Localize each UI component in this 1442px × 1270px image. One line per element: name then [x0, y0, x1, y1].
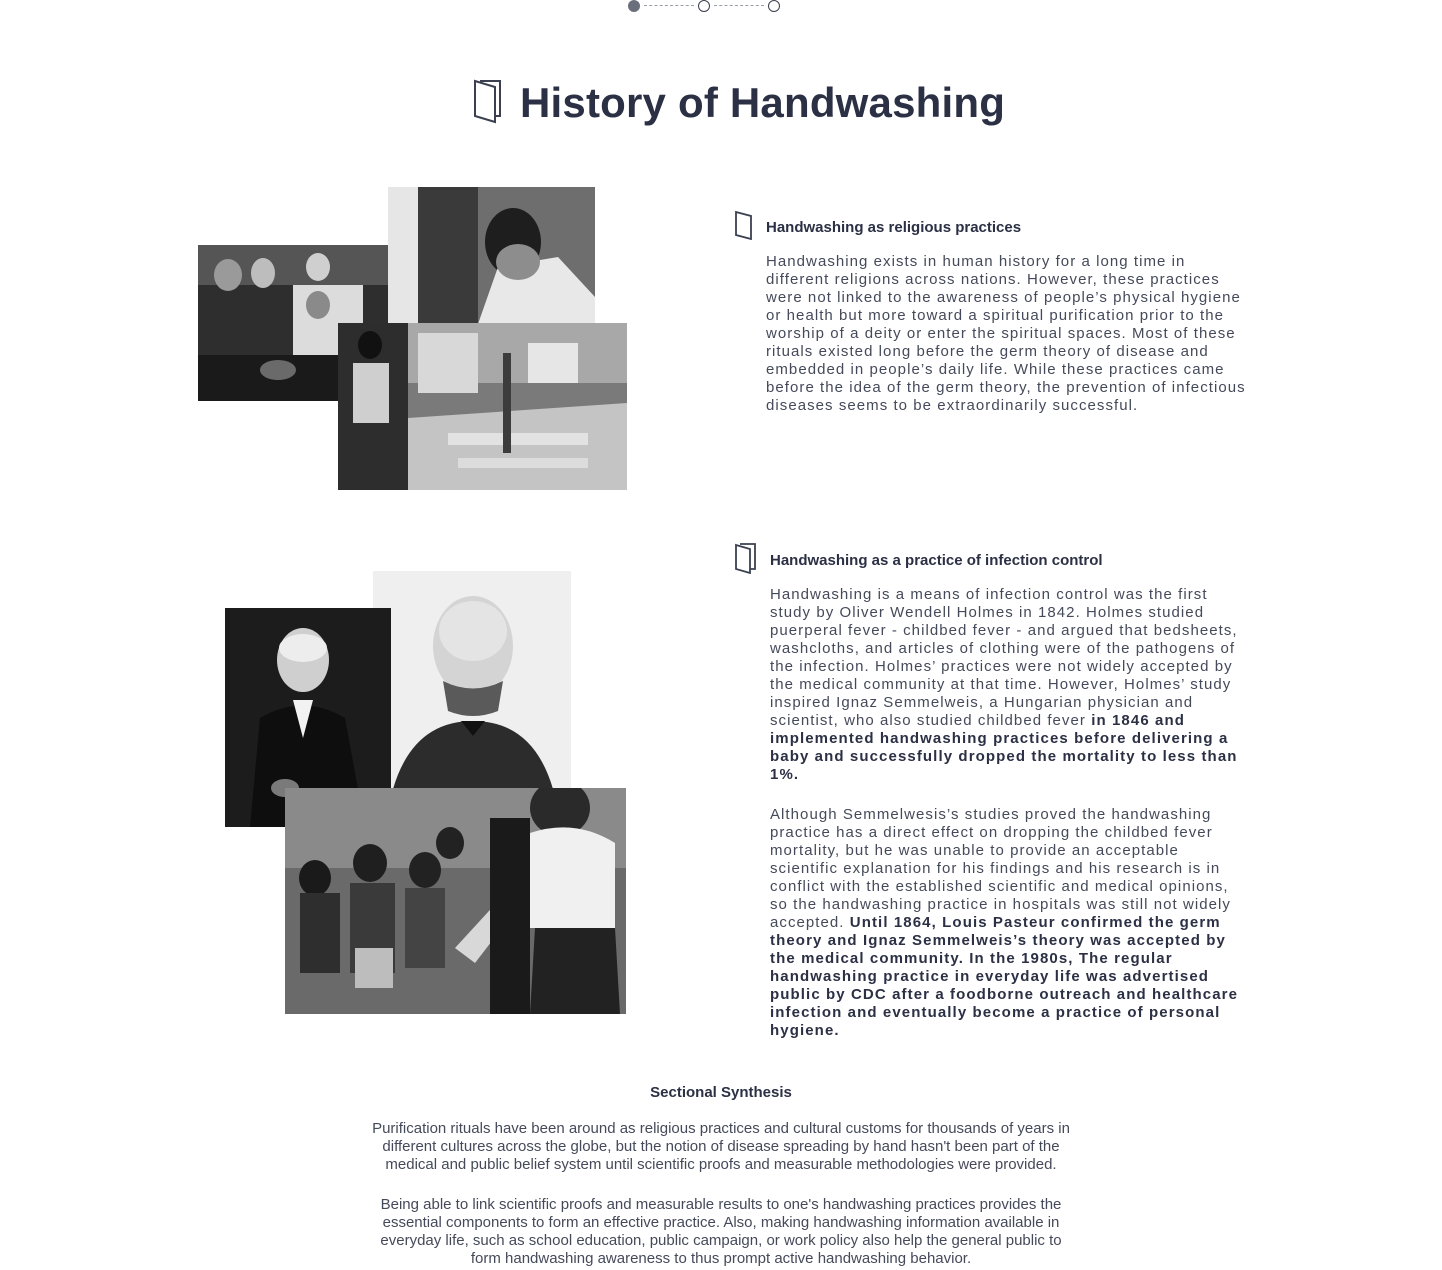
photo-prayer	[388, 187, 595, 324]
synthesis-paragraph: Purification rituals have been around as religious practices and cultural customs for thousands of years in different cultures across the globe, but the notion of disease spreading by hand hasn't been part of the medical and public belief system until scientific proofs and measurable methodologies were provided.	[372, 1120, 1070, 1173]
book-icon	[734, 542, 758, 579]
step-2-dot[interactable]	[698, 0, 710, 12]
paragraph-text: Handwashing is a means of infection control was the first study by Oliver Wendell Holmes in 1842. Holmes studied puerperal fever - childbed fever - and argued that bedsheets, washcloths, and articles of clothing were of the pathogens of the infection. Holmes’ practices were not widely accepted by the medical community at that time. However, Holmes’ study inspired Ignaz Semmelweis, a Hungarian physician and scientist, who also studied childbed fever	[770, 586, 1238, 729]
photo-semmelweis-portrait	[373, 571, 571, 789]
synthesis-paragraph: Being able to link scientific proofs and measurable results to one's handwashing practices provides the essential components to form an effective practice. Also, making handwashing information available in everyday life, such as school education, public campaign, or work policy also help the general public to form handwashing awareness to thus prompt active handwashing behavior.	[380, 1196, 1062, 1267]
photo-shrine-purification	[338, 323, 627, 490]
section-infection-body	[770, 586, 1250, 1040]
step-3-dot[interactable]	[768, 0, 780, 12]
emphasis-text: in 1846 and implemented handwashing practices before delivering a baby and successfully dropped the mortality to less than 1%.	[770, 712, 1238, 783]
section-infection-heading	[734, 542, 1103, 579]
step-connector	[644, 5, 694, 6]
page-header	[470, 78, 1005, 128]
section-religious-heading	[734, 210, 1021, 245]
section-title: Handwashing as a practice of infection control	[770, 552, 1103, 569]
step-connector	[714, 5, 764, 6]
section-title: Handwashing as religious practices	[766, 219, 1022, 236]
body-paragraph: Handwashing exists in human history for a long time in different religions across nations. However, these practices were not linked to the awareness of people’s physical hygiene or health but more toward a spiritual purification prior to the worship of a deity or enter the spiritual spaces. Most of these rituals existed long before the germ theory of disease and embedded in people’s daily life. While these practices came before the idea of the germ theory, the prevention of infectious diseases seems to be extraordinarily successful.	[766, 253, 1246, 414]
emphasis-text: Until 1864, Louis Pasteur confirmed the germ theory and Ignaz Semmelweis’s theory was accepted by the medical community. In the 1980s, The regular handwashing practice in everyday life was advertised public by CDC after a foodborne outreach and healthcare infection and eventually become a practice of personal hygiene.	[770, 914, 1239, 1039]
section-religious-body	[766, 253, 1246, 415]
book-page-icon	[734, 210, 754, 245]
synthesis-title: Sectional Synthesis	[650, 1084, 792, 1101]
progress-stepper	[628, 0, 782, 14]
body-paragraph	[770, 586, 1250, 784]
step-1-dot[interactable]	[628, 0, 640, 12]
body-paragraph	[770, 806, 1250, 1040]
book-icon	[470, 78, 506, 129]
paragraph-text: Although Semmelwesis’s studies proved the handwashing practice has a direct effect on dropping the childbed fever mortality, but he was unable to provide an acceptable scientific explanation for his findings and his research is in conflict with the established scientific and medical opinions, so the handwashing practice in hospitals was still not widely accepted.	[770, 806, 1231, 931]
page-title: History of Handwashing	[520, 79, 1006, 126]
photo-children-handwashing	[285, 788, 626, 1014]
